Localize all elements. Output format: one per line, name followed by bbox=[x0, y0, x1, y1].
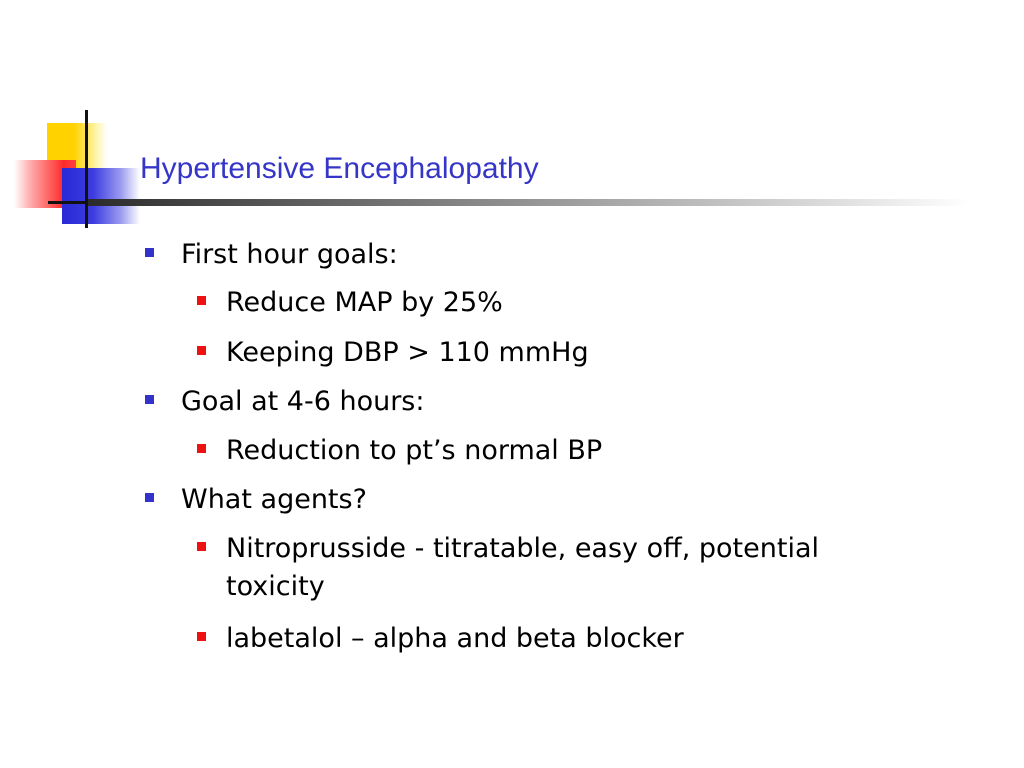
bullet-item bbox=[181, 481, 367, 519]
sub-bullet-item bbox=[226, 284, 926, 322]
bullet-marker-icon bbox=[145, 248, 154, 257]
sub-bullet-marker-icon bbox=[197, 346, 206, 355]
sub-bullet-marker-icon bbox=[197, 542, 206, 551]
bullet-marker-icon bbox=[145, 493, 154, 502]
sub-bullet-marker-icon bbox=[197, 296, 206, 305]
bullet-item bbox=[181, 383, 424, 421]
bullet-text: What agents? bbox=[181, 484, 367, 515]
sub-bullet-item bbox=[226, 530, 906, 606]
sub-bullet-item bbox=[226, 334, 926, 372]
bullet-text: Nitroprusside - titratable, easy off, potential toxicity bbox=[226, 533, 819, 602]
bullet-text: First hour goals: bbox=[181, 239, 398, 270]
sub-bullet-item bbox=[226, 432, 926, 470]
bullet-text: Reduction to pt’s normal BP bbox=[226, 435, 603, 466]
bullet-text: labetalol – alpha and beta blocker bbox=[226, 623, 684, 654]
sub-bullet-marker-icon bbox=[197, 632, 206, 641]
slide-title: Hypertensive Encephalopathy bbox=[140, 152, 539, 185]
bullet-item bbox=[181, 236, 398, 274]
sub-bullet-item bbox=[226, 620, 926, 658]
bullet-text: Goal at 4-6 hours: bbox=[181, 386, 425, 417]
sub-bullet-marker-icon bbox=[197, 444, 206, 453]
bullet-text: Reduce MAP by 25% bbox=[226, 287, 503, 318]
bullet-marker-icon bbox=[145, 395, 154, 404]
bullet-text: Keeping DBP > 110 mmHg bbox=[226, 337, 589, 368]
